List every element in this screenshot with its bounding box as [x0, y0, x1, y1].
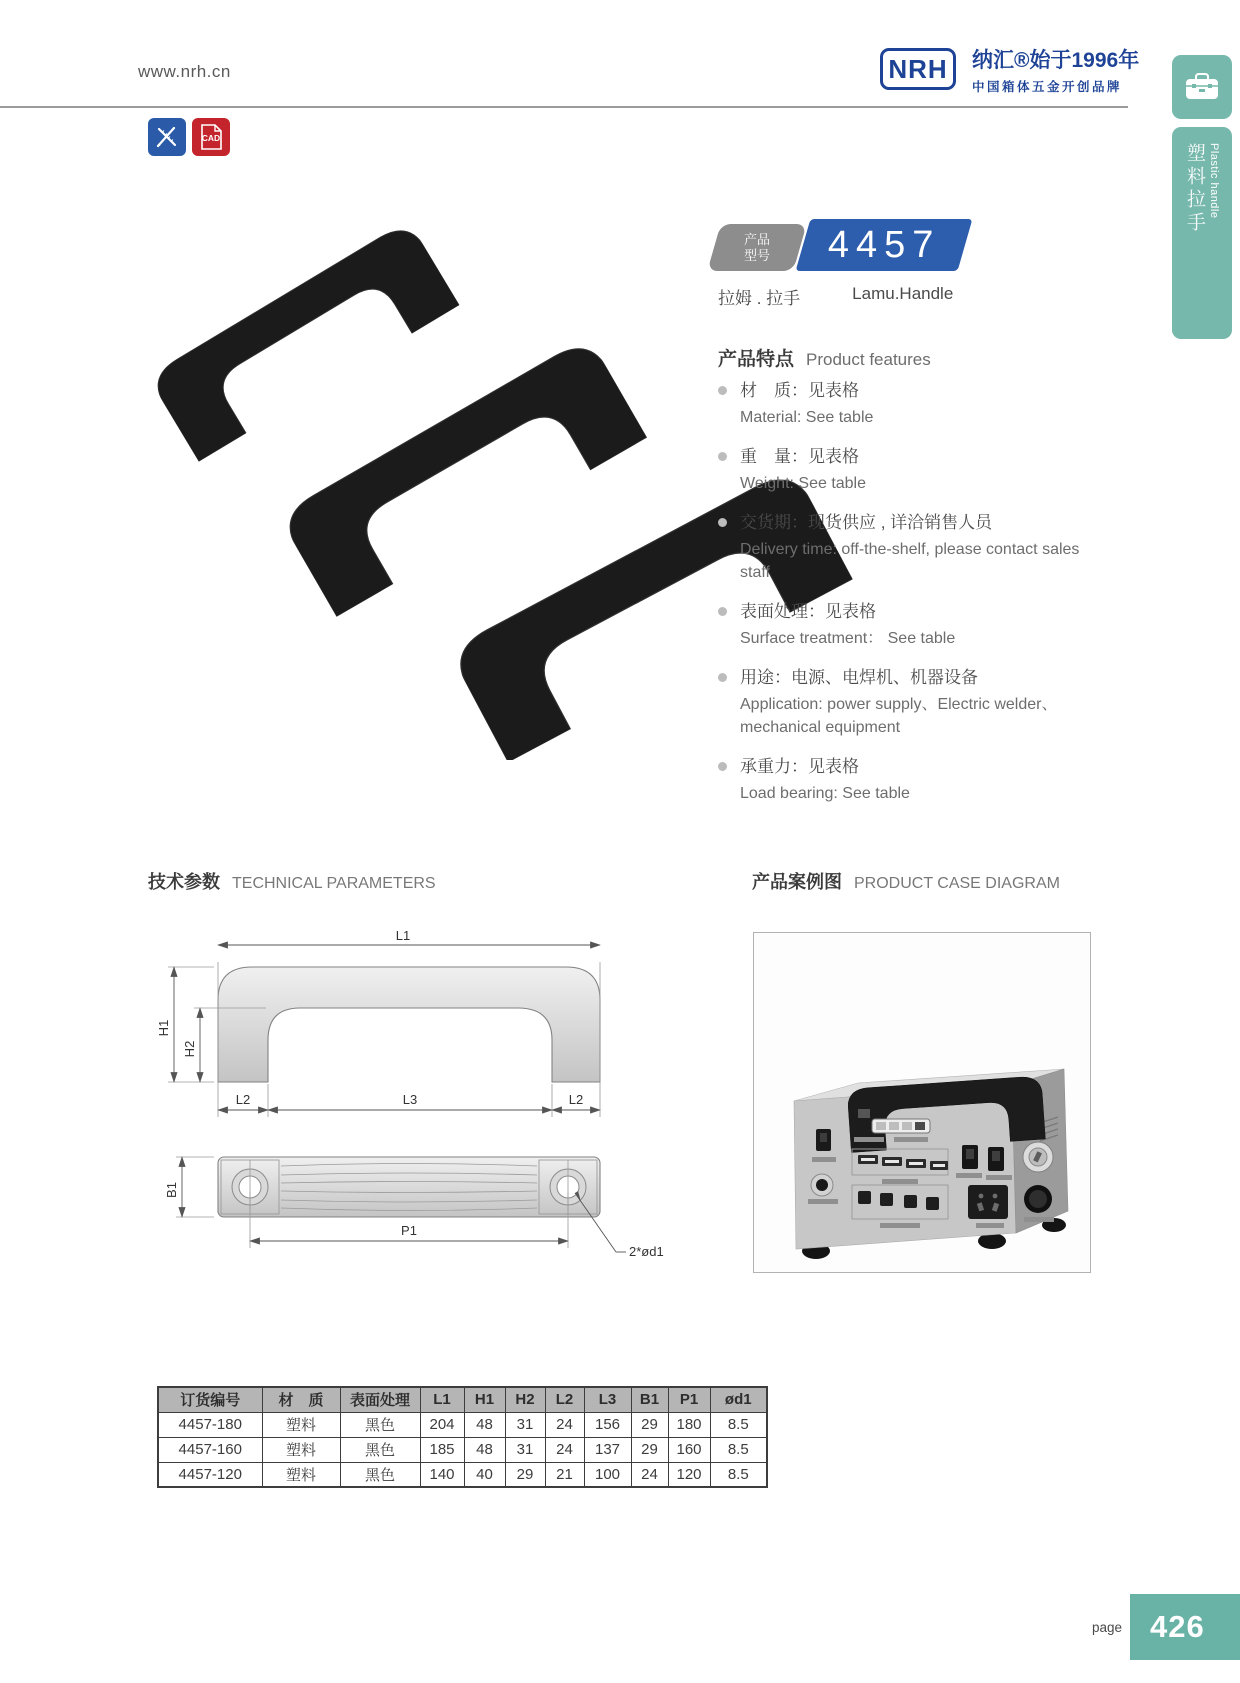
- feature-en: Application: power supply、Electric welder、mechanical equipment: [740, 696, 1058, 736]
- cell: 137: [584, 1437, 631, 1462]
- page-label: page: [1091, 1620, 1122, 1635]
- product-name-en: Lamu.Handle: [852, 284, 954, 303]
- cell: 120: [668, 1462, 710, 1487]
- product-name-zh: 拉姆 . 拉手: [718, 289, 801, 308]
- page-number-badge: [1130, 1594, 1240, 1660]
- cell: 24: [631, 1462, 668, 1487]
- col-header: H2: [505, 1387, 545, 1412]
- dim-l2-right: L2: [568, 1092, 584, 1107]
- feature-item: [718, 665, 1110, 739]
- feature-item: [718, 378, 1110, 429]
- bullet-icon: [718, 518, 727, 527]
- feature-item: [718, 754, 1110, 805]
- col-header: H1: [464, 1387, 505, 1412]
- cell: 48: [464, 1437, 505, 1462]
- header-divider: [0, 106, 1128, 108]
- feature-zh: 交货期：现货供应 , 详洽销售人员: [740, 513, 993, 532]
- cell: 180: [668, 1412, 710, 1437]
- col-header: L1: [420, 1387, 464, 1412]
- product-model: 4457: [827, 223, 941, 266]
- brand-tagline: [972, 44, 1139, 95]
- col-header: 材 质: [262, 1387, 340, 1412]
- features-title: [718, 344, 931, 371]
- type-label-line2: 型号: [743, 247, 770, 263]
- tagline-line2: 中国箱体五金开创品牌: [972, 80, 1123, 94]
- cell: 31: [505, 1437, 545, 1462]
- feature-zh: 重 量：见表格: [740, 447, 859, 466]
- spec-row: [158, 1462, 767, 1487]
- features-title-zh: 产品特点: [718, 349, 795, 370]
- cell: 塑料: [262, 1412, 340, 1437]
- dim-l1: L1: [395, 928, 411, 943]
- website-link[interactable]: www.nrh.cn: [138, 62, 231, 81]
- cell: 31: [505, 1412, 545, 1437]
- cell: 黑色: [340, 1412, 420, 1437]
- dim-b1: B1: [164, 1182, 179, 1198]
- cell: 4457-180: [158, 1412, 262, 1437]
- cell: 156: [584, 1412, 631, 1437]
- cell: 黑色: [340, 1437, 420, 1462]
- features-title-en: Product features: [806, 350, 931, 369]
- handle-image-small: [148, 220, 459, 461]
- dim-p1: P1: [401, 1223, 417, 1238]
- product-case-photo: [753, 932, 1091, 1273]
- cad-icon-label: CAD: [201, 133, 221, 143]
- technical-drawing: [148, 912, 668, 1284]
- col-header: 订货编号: [158, 1387, 262, 1412]
- design-tools-icon[interactable]: [148, 118, 186, 156]
- col-header: ød1: [710, 1387, 767, 1412]
- cell: 塑料: [262, 1462, 340, 1487]
- product-model-banner: [796, 219, 973, 271]
- cell: 29: [631, 1437, 668, 1462]
- tech-params-en: TECHNICAL PARAMETERS: [232, 875, 436, 892]
- dim-d1: 2*ød1: [629, 1244, 664, 1259]
- bullet-icon: [718, 386, 727, 395]
- spec-header-row: [158, 1387, 767, 1412]
- cell: 24: [545, 1437, 584, 1462]
- cell: 24: [545, 1412, 584, 1437]
- case-diagram-header: [752, 868, 1060, 894]
- cell: 黑色: [340, 1462, 420, 1487]
- feature-item: [718, 510, 1110, 584]
- col-header: L3: [584, 1387, 631, 1412]
- bullet-icon: [718, 673, 727, 682]
- feature-zh: 承重力：见表格: [740, 757, 859, 776]
- cell: 160: [668, 1437, 710, 1462]
- cell: 29: [631, 1412, 668, 1437]
- tagline-line1: 纳汇®始于1996年: [972, 49, 1140, 72]
- cell: 204: [420, 1412, 464, 1437]
- case-diagram-en: PRODUCT CASE DIAGRAM: [854, 875, 1060, 892]
- dim-l3: L3: [402, 1092, 418, 1107]
- case-icon: [1183, 71, 1221, 103]
- nrh-logo: NRH: [880, 48, 956, 90]
- dim-l2-left: L2: [235, 1092, 251, 1107]
- cell: 8.5: [710, 1412, 767, 1437]
- cell: 29: [505, 1462, 545, 1487]
- pencil-ruler-glyph: [154, 124, 180, 150]
- spec-row: [158, 1412, 767, 1437]
- feature-zh: 材 质：见表格: [740, 381, 859, 400]
- dim-h2: H2: [182, 1040, 197, 1058]
- cell: 48: [464, 1412, 505, 1437]
- category-label-zh: 塑料拉手: [1184, 143, 1205, 235]
- col-header: 表面处理: [340, 1387, 420, 1412]
- feature-en: Weight: See table: [740, 475, 867, 492]
- cell: 4457-160: [158, 1437, 262, 1462]
- power-supply-illustration: [754, 933, 1090, 1272]
- cell: 塑料: [262, 1437, 340, 1462]
- case-diagram-zh: 产品案例图: [752, 872, 842, 892]
- feature-en: Surface treatment： See table: [740, 630, 956, 647]
- feature-en: Material: See table: [740, 409, 874, 426]
- cad-download-icon[interactable]: [192, 118, 230, 156]
- category-label-en: Plastic handle: [1208, 143, 1220, 219]
- page-number: 426: [1150, 1609, 1205, 1644]
- bullet-icon: [718, 452, 727, 461]
- feature-item: [718, 599, 1110, 650]
- feature-zh: 用途：电源、电焊机、机器设备: [740, 668, 978, 687]
- col-header: L2: [545, 1387, 584, 1412]
- cell: 21: [545, 1462, 584, 1487]
- tech-params-zh: 技术参数: [148, 872, 220, 892]
- spec-table: [157, 1386, 768, 1488]
- col-header: P1: [668, 1387, 710, 1412]
- cell: 185: [420, 1437, 464, 1462]
- cell: 100: [584, 1462, 631, 1487]
- features-list: [718, 378, 1110, 820]
- cell: 8.5: [710, 1437, 767, 1462]
- spec-row: [158, 1437, 767, 1462]
- category-icon-box: [1172, 55, 1232, 119]
- bullet-icon: [718, 762, 727, 771]
- feature-zh: 表面处理：见表格: [740, 602, 876, 621]
- category-side-tab: [1172, 127, 1232, 339]
- product-type-tag: [707, 224, 806, 271]
- feature-en: Delivery time: off-the-shelf, please contact sales staff: [740, 541, 1080, 581]
- cell: 40: [464, 1462, 505, 1487]
- feature-item: [718, 444, 1110, 495]
- cell: 140: [420, 1462, 464, 1487]
- bullet-icon: [718, 607, 727, 616]
- feature-en: Load bearing: See table: [740, 785, 910, 802]
- type-label-line1: 产品: [743, 231, 770, 247]
- col-header: B1: [631, 1387, 668, 1412]
- tech-params-header: [148, 868, 436, 894]
- cell: 8.5: [710, 1462, 767, 1487]
- dim-h1: H1: [156, 1019, 171, 1037]
- cell: 4457-120: [158, 1462, 262, 1487]
